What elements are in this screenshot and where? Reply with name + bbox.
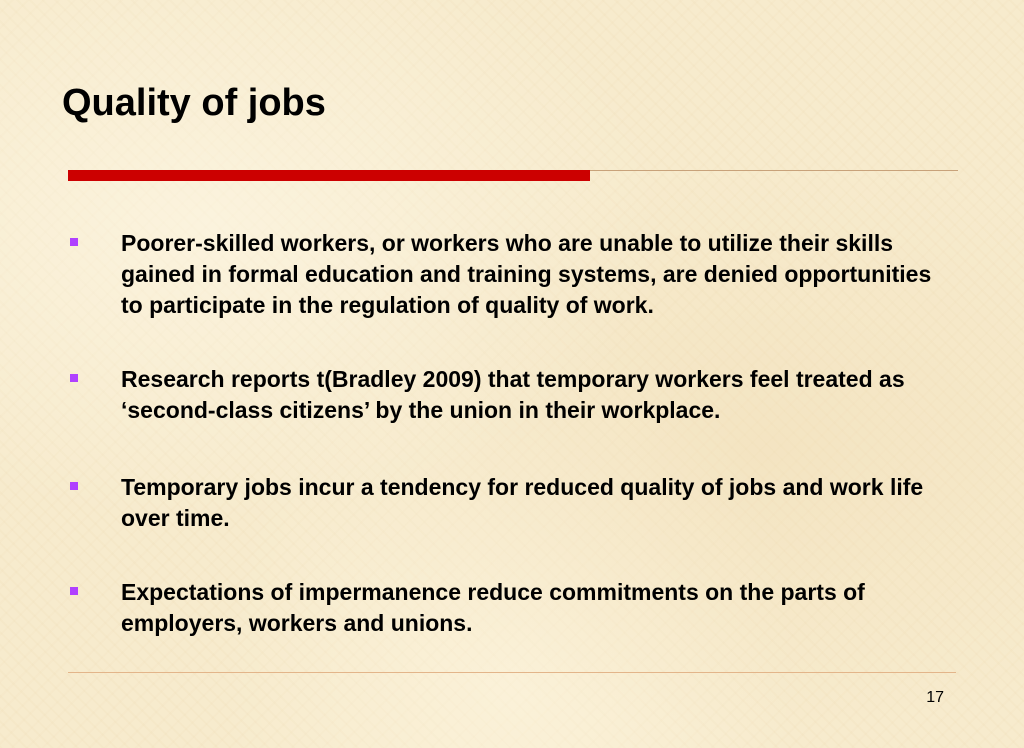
bullet-item	[68, 364, 948, 426]
square-bullet-icon	[70, 238, 78, 246]
footer-divider	[68, 672, 956, 673]
bullet-text: Research reports t(Bradley 2009) that temporary workers feel treated as ‘second-class citizens’ by the union in their workplace.	[121, 366, 905, 423]
bullet-text: Temporary jobs incur a tendency for reduced quality of jobs and work life over time.	[121, 474, 924, 531]
bullet-text: Expectations of impermanence reduce commitments on the parts of employers, workers and unions.	[121, 579, 865, 636]
square-bullet-icon	[70, 374, 78, 382]
slide-title: Quality of jobs	[62, 82, 326, 124]
bullet-text: Poorer-skilled workers, or workers who are unable to utilize their skills gained in formal education and training systems, are denied opportunities to participate in the regulation of quality of work.	[121, 230, 932, 318]
bullet-list	[68, 228, 948, 682]
bullet-item	[68, 577, 948, 639]
square-bullet-icon	[70, 587, 78, 595]
title-divider-accent	[68, 170, 590, 181]
bullet-item	[68, 228, 948, 321]
square-bullet-icon	[70, 482, 78, 490]
bullet-item	[68, 472, 948, 534]
page-number: 17	[926, 689, 944, 706]
